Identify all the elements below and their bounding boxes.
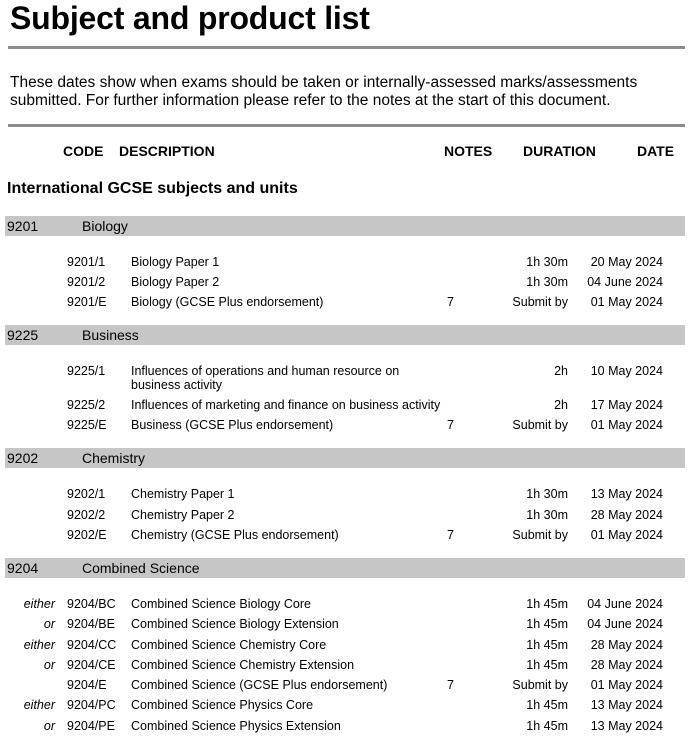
unit-description: Biology (GCSE Plus endorsement) (131, 295, 324, 309)
unit-duration: 1h 45m (526, 658, 568, 672)
section-title: International GCSE subjects and units (7, 180, 298, 197)
subject-code: 9225 (7, 327, 39, 343)
column-header-duration: DURATION (523, 143, 596, 159)
unit-code: 9225/1 (67, 364, 106, 378)
unit-duration: 2h (554, 364, 568, 378)
unit-duration: Submit by (512, 678, 568, 692)
subject-name: Combined Science (82, 560, 200, 576)
unit-date: 17 May 2024 (590, 398, 663, 412)
unit-prefix: either (23, 638, 55, 652)
unit-duration: 2h (554, 398, 568, 412)
subject-code: 9201 (7, 218, 39, 234)
unit-duration: 1h 45m (526, 719, 568, 733)
unit-description: Chemistry Paper 2 (131, 508, 235, 522)
unit-description: Combined Science Biology Extension (131, 617, 339, 631)
unit-notes: 7 (447, 528, 454, 542)
subject-bar (5, 325, 685, 345)
unit-date: 04 June 2024 (587, 275, 663, 289)
unit-date: 13 May 2024 (590, 698, 663, 712)
column-header-description: DESCRIPTION (119, 143, 215, 159)
unit-duration: 1h 30m (526, 255, 568, 269)
unit-code: 9225/2 (67, 398, 106, 412)
unit-code: 9204/CC (67, 638, 117, 652)
unit-description: Combined Science Chemistry Core (131, 638, 327, 652)
unit-date: 20 May 2024 (590, 255, 663, 269)
unit-duration: 1h 30m (526, 487, 568, 501)
unit-prefix: or (43, 719, 55, 733)
unit-description: Combined Science (GCSE Plus endorsement) (131, 678, 388, 692)
subject-bar (5, 558, 685, 578)
subject-name: Biology (82, 218, 128, 234)
unit-notes: 7 (447, 678, 454, 692)
subject-code: 9202 (7, 450, 39, 466)
unit-description: Biology Paper 2 (131, 275, 220, 289)
unit-date: 13 May 2024 (590, 719, 663, 733)
unit-description: Chemistry Paper 1 (131, 487, 235, 501)
intro-rule (8, 124, 685, 127)
unit-description: Combined Science Biology Core (131, 597, 311, 611)
unit-duration: 1h 45m (526, 638, 568, 652)
page-title: Subject and product list (10, 0, 370, 36)
unit-code: 9204/BC (67, 597, 116, 611)
unit-code: 9225/E (67, 418, 107, 432)
subject-code: 9204 (7, 560, 39, 576)
unit-notes: 7 (447, 418, 454, 432)
column-header-date: DATE (637, 143, 675, 159)
subject-name: Chemistry (82, 450, 146, 466)
unit-code: 9204/E (67, 678, 107, 692)
unit-prefix: or (43, 617, 55, 631)
unit-description: Business (GCSE Plus endorsement) (131, 418, 334, 432)
unit-description: Influences of marketing and finance on business activity (131, 398, 441, 412)
subject-bar (5, 448, 685, 468)
unit-duration: 1h 45m (526, 698, 568, 712)
unit-prefix: either (23, 698, 55, 712)
unit-duration: 1h 30m (526, 508, 568, 522)
unit-code: 9204/PE (67, 719, 115, 733)
unit-duration: Submit by (512, 418, 568, 432)
unit-duration: Submit by (512, 528, 568, 542)
unit-description: Combined Science Physics Extension (131, 719, 341, 733)
unit-date: 04 June 2024 (587, 617, 663, 631)
title-rule (8, 46, 685, 49)
unit-code: 9204/BE (67, 617, 115, 631)
unit-duration: Submit by (512, 295, 568, 309)
unit-description: Biology Paper 1 (131, 255, 220, 269)
unit-date: 13 May 2024 (590, 487, 663, 501)
unit-date: 28 May 2024 (590, 658, 663, 672)
unit-duration: 1h 45m (526, 597, 568, 611)
intro-text: These dates show when exams should be taken or internally-assessed marks/assessments submitted. For further information please refer to the notes at the start of this document. (10, 74, 638, 109)
unit-notes: 7 (447, 295, 454, 309)
unit-code: 9201/1 (67, 255, 106, 269)
unit-prefix: either (23, 597, 55, 611)
subject-name: Business (82, 327, 139, 343)
unit-description: Combined Science Physics Core (131, 698, 314, 712)
unit-date: 28 May 2024 (590, 508, 663, 522)
unit-duration: 1h 30m (526, 275, 568, 289)
unit-description: Chemistry (GCSE Plus endorsement) (131, 528, 339, 542)
subject-bar (5, 216, 685, 236)
unit-date: 10 May 2024 (590, 364, 663, 378)
unit-description: Combined Science Chemistry Extension (131, 658, 355, 672)
column-header-code: CODE (63, 143, 104, 159)
unit-code: 9201/E (67, 295, 107, 309)
unit-date: 01 May 2024 (590, 295, 663, 309)
unit-description: Influences of operations and human resource on business activity (131, 364, 400, 392)
unit-code: 9202/E (67, 528, 107, 542)
unit-date: 01 May 2024 (590, 418, 663, 432)
unit-code: 9202/2 (67, 508, 106, 522)
unit-date: 01 May 2024 (590, 678, 663, 692)
unit-code: 9204/CE (67, 658, 116, 672)
unit-code: 9202/1 (67, 487, 106, 501)
unit-date: 28 May 2024 (590, 638, 663, 652)
unit-code: 9204/PC (67, 698, 116, 712)
column-header-notes: NOTES (444, 143, 493, 159)
unit-date: 01 May 2024 (590, 528, 663, 542)
unit-prefix: or (43, 658, 55, 672)
unit-duration: 1h 45m (526, 617, 568, 631)
unit-date: 04 June 2024 (587, 597, 663, 611)
unit-code: 9201/2 (67, 275, 106, 289)
